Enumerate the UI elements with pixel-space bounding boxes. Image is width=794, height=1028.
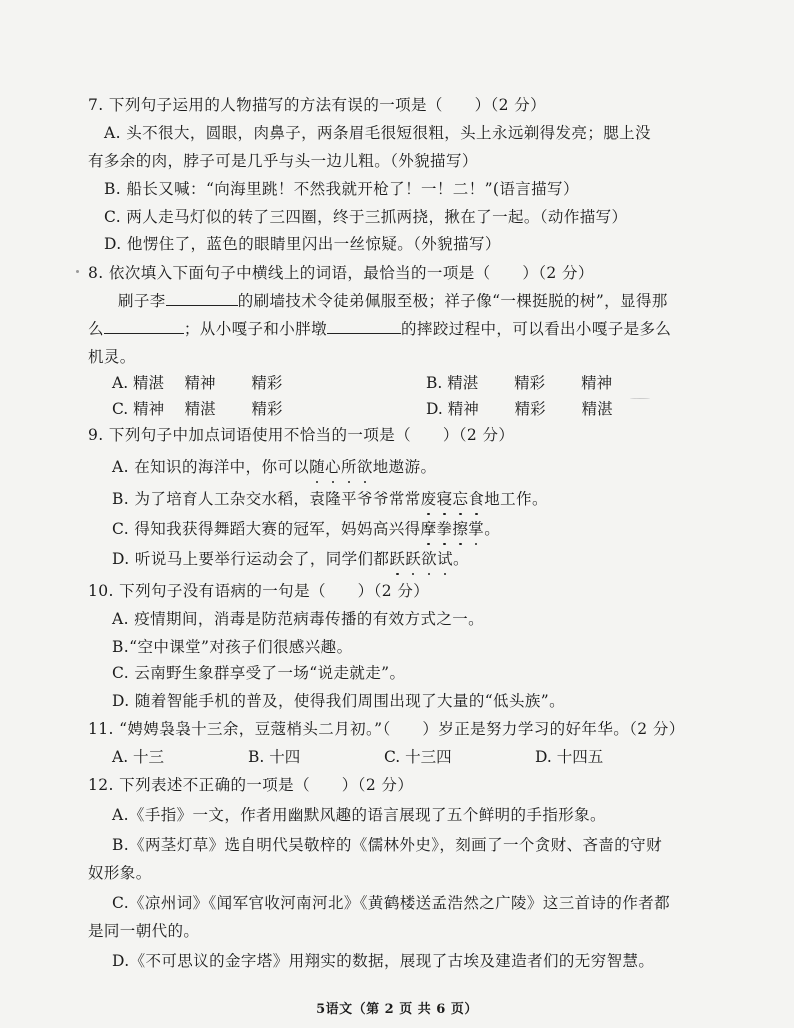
q7-option-b: B. 船长又喊：“向海里跳！不然我就开枪了！一！二！”(语言描写） [104, 180, 579, 198]
scan-speck [76, 270, 79, 273]
q8-text: 的摔跤过程中，可以看出小嘎子是多么 [401, 320, 672, 338]
q12-option-b-cont: 奴形象。 [88, 864, 152, 882]
q8-blank-2 [104, 319, 184, 334]
q7-option-a-cont: 有多余的肉，脖子可是几乎与头一边儿粗。（外貌描写） [88, 152, 478, 170]
q10-option-c: C. 云南野生象群享受了一场“说走就走”。 [112, 664, 406, 682]
q9-option-b [112, 488, 548, 510]
q11-stem: 11. “娉娉袅袅十三余，豆蔻梢头二月初。”（ ）岁正是努力学习的好年华。（2 分） [88, 720, 685, 738]
q12-option-c: C.《凉州词》《闻军官收河南河北》《黄鹤楼送孟浩然之广陵》这三首诗的作者都 [112, 894, 671, 912]
q12-option-d: D.《不可思议的金字塔》用翔实的数据，展现了古埃及建造者们的无穷智慧。 [112, 952, 655, 970]
dotted-char: 忘 [452, 490, 469, 508]
q9-option-c [112, 518, 500, 540]
dotted-char: 寝 [436, 490, 453, 508]
dotted-char: 废 [420, 490, 437, 508]
q8-option-d: D. 精神 精彩 精湛 [426, 400, 613, 418]
q9-d-text: 。 [452, 550, 469, 568]
q7-option-d: D. 他愣住了，蓝色的眼睛里闪出一丝惊疑。（外貌描写） [104, 235, 501, 253]
q8-passage-line2 [88, 318, 671, 340]
q11-option-a: A. 十三 [112, 748, 165, 766]
q9-option-a [112, 456, 436, 478]
q9-option-d [112, 548, 469, 570]
q11-option-c: C. 十三四 [384, 748, 452, 766]
q11-option-d: D. 十四五 [535, 748, 604, 766]
dotted-char: 摩 [420, 520, 437, 538]
dotted-char: 欲 [421, 550, 438, 568]
q7-stem: 7. 下列句子运用的人物描写的方法有误的一项是（ ）（2 分） [88, 96, 547, 114]
q7-option-c: C. 两人走马灯似的转了三四圈，终于三抓两挠，揪在了一起。（动作描写） [104, 208, 628, 226]
q9-c-text: C. 得知我获得舞蹈大赛的冠军，妈妈高兴得 [112, 520, 421, 538]
dotted-char: 跃 [389, 550, 406, 568]
q8-text: 么 [88, 320, 104, 338]
dotted-char: 拳 [436, 520, 453, 538]
q9-a-text: A. 在知识的海洋中，你可以 [112, 458, 310, 476]
dotted-char: 欲 [356, 458, 373, 476]
q8-option-b: B. 精湛 精彩 精神 [426, 374, 613, 392]
q9-a-text: 地遨游。 [372, 458, 437, 476]
q8-stem: 8. 依次填入下面句子中横线上的词语，最恰当的一项是（ ）（2 分） [88, 264, 594, 282]
q9-b-text: B. 为了培育人工杂交水稻，袁隆平爷爷常常 [112, 490, 421, 508]
dotted-char: 试 [437, 550, 453, 568]
q8-text: 的刷墙技术令徒弟佩服至极；祥子像“一棵挺脱的树”，显得那 [237, 292, 668, 310]
q8-text: ；从小嘎子和小胖墩 [183, 320, 328, 338]
dotted-char: 擦 [452, 520, 469, 538]
scan-speck [630, 398, 650, 399]
dotted-char: 掌 [468, 520, 485, 538]
q8-blank-3 [327, 319, 401, 334]
q8-option-a: A. 精湛 精神 精彩 [112, 374, 283, 392]
q10-option-d: D. 随着智能手机的普及，使得我们周围出现了大量的“低头族”。 [112, 692, 565, 710]
dotted-char: 食 [468, 490, 485, 508]
q10-option-a: A. 疫情期间，消毒是防范病毒传播的有效方式之一。 [112, 610, 485, 628]
q8-blank-1 [166, 291, 238, 306]
q12-stem: 12. 下列表述不正确的一项是（ ）（2 分） [88, 776, 414, 794]
q8-passage-line1 [118, 290, 668, 312]
dotted-char: 所 [340, 458, 357, 476]
q8-option-c: C. 精神 精湛 精彩 [112, 400, 283, 418]
q9-d-text: D. 听说马上要举行运动会了，同学们都 [112, 550, 390, 568]
q9-b-text: 地工作。 [484, 490, 548, 508]
q12-option-b: B.《两茎灯草》选自明代吴敬梓的《儒林外史》，刻画了一个贪财、吝啬的守财 [112, 836, 662, 854]
q12-option-a: A.《手指》一文，作者用幽默风趣的语言展现了五个鲜明的手指形象。 [112, 806, 606, 824]
q10-option-b: B.“空中课堂”对孩子们很感兴趣。 [112, 638, 353, 656]
q9-stem: 9. 下列句子中加点词语使用不恰当的一项是（ ）（2 分） [88, 426, 515, 444]
q11-option-b: B. 十四 [248, 748, 301, 766]
page-footer: 5语文（第 2 页 共 6 页） [316, 1002, 478, 1017]
q12-option-c-cont: 是同一朝代的。 [88, 922, 200, 940]
q9-c-text: 。 [484, 520, 501, 538]
q8-passage-line3: 机灵。 [88, 348, 136, 366]
q10-stem: 10. 下列句子没有语病的一句是（ ）（2 分） [88, 582, 430, 600]
dotted-char: 心 [325, 458, 341, 476]
dotted-char: 随 [309, 458, 326, 476]
dotted-char: 跃 [405, 550, 422, 568]
q7-option-a: A. 头不很大，圆眼，肉鼻子，两条眉毛很短很粗，头上永远剃得发亮；腮上没 [104, 124, 651, 142]
q8-text: 刷子李 [118, 292, 166, 310]
